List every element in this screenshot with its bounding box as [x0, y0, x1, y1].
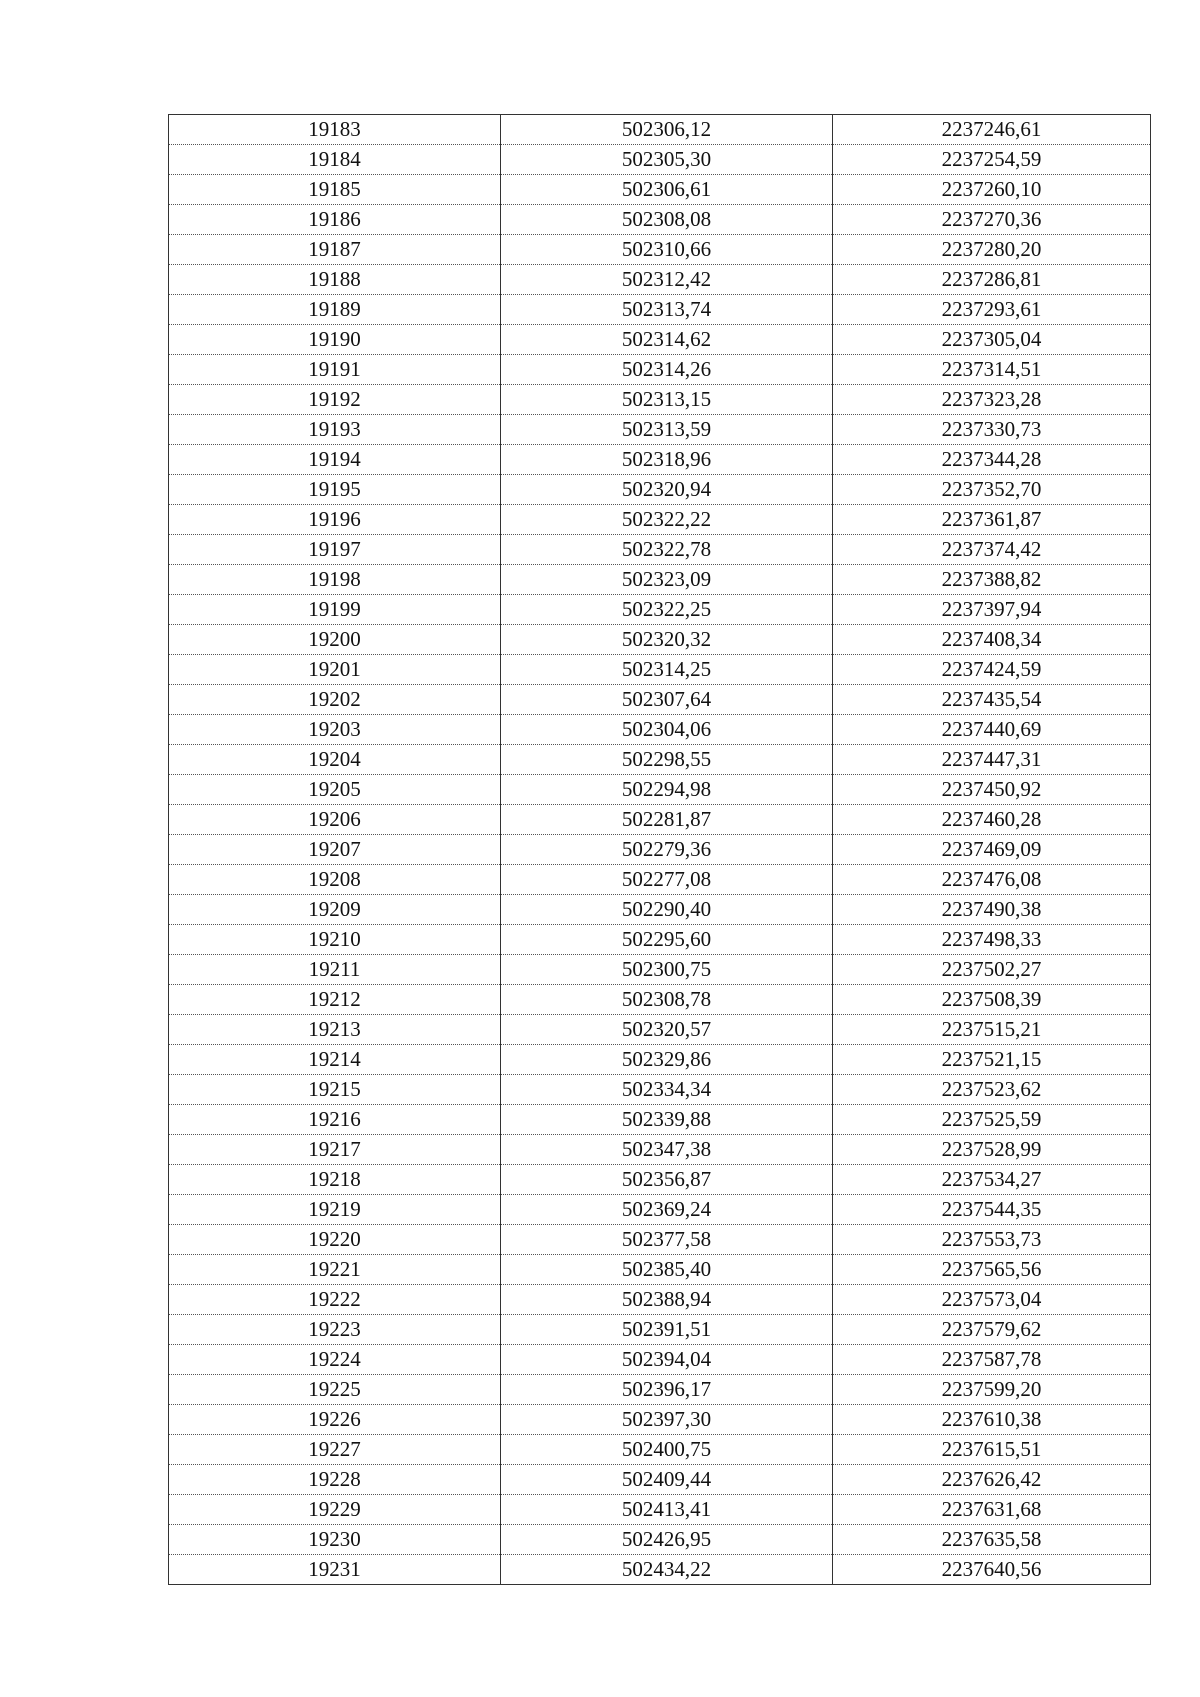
table-row — [169, 355, 1151, 385]
table-row — [169, 1495, 1151, 1525]
point-number-cell: 19202 — [169, 685, 501, 715]
x-coordinate-cell: 502314,26 — [501, 355, 833, 385]
x-coordinate-cell: 502396,17 — [501, 1375, 833, 1405]
point-number-cell: 19205 — [169, 775, 501, 805]
y-coordinate-cell: 2237515,21 — [833, 1015, 1151, 1045]
table-row — [169, 835, 1151, 865]
point-number-cell: 19189 — [169, 295, 501, 325]
table-row — [169, 295, 1151, 325]
table-row — [169, 1165, 1151, 1195]
x-coordinate-cell: 502369,24 — [501, 1195, 833, 1225]
y-coordinate-cell: 2237305,04 — [833, 325, 1151, 355]
point-number-cell: 19222 — [169, 1285, 501, 1315]
x-coordinate-cell: 502323,09 — [501, 565, 833, 595]
y-coordinate-cell: 2237528,99 — [833, 1135, 1151, 1165]
x-coordinate-cell: 502313,59 — [501, 415, 833, 445]
point-number-cell: 19195 — [169, 475, 501, 505]
table-row — [169, 535, 1151, 565]
point-number-cell: 19218 — [169, 1165, 501, 1195]
point-number-cell: 19192 — [169, 385, 501, 415]
y-coordinate-cell: 2237565,56 — [833, 1255, 1151, 1285]
table-row — [169, 1225, 1151, 1255]
point-number-cell: 19198 — [169, 565, 501, 595]
x-coordinate-cell: 502306,12 — [501, 115, 833, 145]
point-number-cell: 19206 — [169, 805, 501, 835]
point-number-cell: 19231 — [169, 1555, 501, 1585]
point-number-cell: 19201 — [169, 655, 501, 685]
coordinates-table — [168, 114, 1151, 1585]
y-coordinate-cell: 2237330,73 — [833, 415, 1151, 445]
y-coordinate-cell: 2237254,59 — [833, 145, 1151, 175]
table-row — [169, 1525, 1151, 1555]
x-coordinate-cell: 502300,75 — [501, 955, 833, 985]
coordinates-table-body — [169, 115, 1151, 1585]
table-row — [169, 1405, 1151, 1435]
x-coordinate-cell: 502426,95 — [501, 1525, 833, 1555]
point-number-cell: 19215 — [169, 1075, 501, 1105]
y-coordinate-cell: 2237469,09 — [833, 835, 1151, 865]
y-coordinate-cell: 2237246,61 — [833, 115, 1151, 145]
table-row — [169, 1315, 1151, 1345]
point-number-cell: 19224 — [169, 1345, 501, 1375]
point-number-cell: 19184 — [169, 145, 501, 175]
point-number-cell: 19213 — [169, 1015, 501, 1045]
table-row — [169, 1255, 1151, 1285]
table-row — [169, 655, 1151, 685]
x-coordinate-cell: 502294,98 — [501, 775, 833, 805]
table-row — [169, 955, 1151, 985]
table-row — [169, 505, 1151, 535]
point-number-cell: 19228 — [169, 1465, 501, 1495]
x-coordinate-cell: 502329,86 — [501, 1045, 833, 1075]
y-coordinate-cell: 2237534,27 — [833, 1165, 1151, 1195]
x-coordinate-cell: 502377,58 — [501, 1225, 833, 1255]
y-coordinate-cell: 2237579,62 — [833, 1315, 1151, 1345]
point-number-cell: 19190 — [169, 325, 501, 355]
x-coordinate-cell: 502320,94 — [501, 475, 833, 505]
x-coordinate-cell: 502413,41 — [501, 1495, 833, 1525]
x-coordinate-cell: 502397,30 — [501, 1405, 833, 1435]
table-row — [169, 415, 1151, 445]
x-coordinate-cell: 502307,64 — [501, 685, 833, 715]
table-row — [169, 1555, 1151, 1585]
x-coordinate-cell: 502308,78 — [501, 985, 833, 1015]
x-coordinate-cell: 502391,51 — [501, 1315, 833, 1345]
point-number-cell: 19203 — [169, 715, 501, 745]
point-number-cell: 19193 — [169, 415, 501, 445]
point-number-cell: 19220 — [169, 1225, 501, 1255]
x-coordinate-cell: 502314,25 — [501, 655, 833, 685]
y-coordinate-cell: 2237502,27 — [833, 955, 1151, 985]
table-row — [169, 565, 1151, 595]
point-number-cell: 19211 — [169, 955, 501, 985]
y-coordinate-cell: 2237631,68 — [833, 1495, 1151, 1525]
y-coordinate-cell: 2237286,81 — [833, 265, 1151, 295]
y-coordinate-cell: 2237610,38 — [833, 1405, 1151, 1435]
table-row — [169, 1015, 1151, 1045]
point-number-cell: 19185 — [169, 175, 501, 205]
table-row — [169, 325, 1151, 355]
x-coordinate-cell: 502304,06 — [501, 715, 833, 745]
x-coordinate-cell: 502313,74 — [501, 295, 833, 325]
y-coordinate-cell: 2237521,15 — [833, 1045, 1151, 1075]
y-coordinate-cell: 2237615,51 — [833, 1435, 1151, 1465]
y-coordinate-cell: 2237573,04 — [833, 1285, 1151, 1315]
point-number-cell: 19204 — [169, 745, 501, 775]
point-number-cell: 19219 — [169, 1195, 501, 1225]
point-number-cell: 19226 — [169, 1405, 501, 1435]
point-number-cell: 19225 — [169, 1375, 501, 1405]
x-coordinate-cell: 502281,87 — [501, 805, 833, 835]
point-number-cell: 19187 — [169, 235, 501, 265]
y-coordinate-cell: 2237293,61 — [833, 295, 1151, 325]
table-row — [169, 475, 1151, 505]
table-row — [169, 445, 1151, 475]
y-coordinate-cell: 2237260,10 — [833, 175, 1151, 205]
y-coordinate-cell: 2237424,59 — [833, 655, 1151, 685]
y-coordinate-cell: 2237397,94 — [833, 595, 1151, 625]
table-row — [169, 1345, 1151, 1375]
point-number-cell: 19183 — [169, 115, 501, 145]
y-coordinate-cell: 2237435,54 — [833, 685, 1151, 715]
x-coordinate-cell: 502314,62 — [501, 325, 833, 355]
y-coordinate-cell: 2237553,73 — [833, 1225, 1151, 1255]
table-row — [169, 685, 1151, 715]
table-row — [169, 1135, 1151, 1165]
y-coordinate-cell: 2237447,31 — [833, 745, 1151, 775]
table-row — [169, 1045, 1151, 1075]
point-number-cell: 19191 — [169, 355, 501, 385]
table-row — [169, 775, 1151, 805]
point-number-cell: 19200 — [169, 625, 501, 655]
point-number-cell: 19194 — [169, 445, 501, 475]
x-coordinate-cell: 502290,40 — [501, 895, 833, 925]
x-coordinate-cell: 502313,15 — [501, 385, 833, 415]
x-coordinate-cell: 502298,55 — [501, 745, 833, 775]
x-coordinate-cell: 502320,57 — [501, 1015, 833, 1045]
table-row — [169, 385, 1151, 415]
x-coordinate-cell: 502312,42 — [501, 265, 833, 295]
table-row — [169, 1435, 1151, 1465]
x-coordinate-cell: 502388,94 — [501, 1285, 833, 1315]
y-coordinate-cell: 2237323,28 — [833, 385, 1151, 415]
table-row — [169, 715, 1151, 745]
x-coordinate-cell: 502320,32 — [501, 625, 833, 655]
point-number-cell: 19197 — [169, 535, 501, 565]
x-coordinate-cell: 502306,61 — [501, 175, 833, 205]
x-coordinate-cell: 502318,96 — [501, 445, 833, 475]
point-number-cell: 19210 — [169, 925, 501, 955]
point-number-cell: 19216 — [169, 1105, 501, 1135]
y-coordinate-cell: 2237635,58 — [833, 1525, 1151, 1555]
point-number-cell: 19186 — [169, 205, 501, 235]
y-coordinate-cell: 2237270,36 — [833, 205, 1151, 235]
point-number-cell: 19214 — [169, 1045, 501, 1075]
table-row — [169, 1465, 1151, 1495]
table-row — [169, 205, 1151, 235]
point-number-cell: 19209 — [169, 895, 501, 925]
y-coordinate-cell: 2237498,33 — [833, 925, 1151, 955]
x-coordinate-cell: 502339,88 — [501, 1105, 833, 1135]
y-coordinate-cell: 2237523,62 — [833, 1075, 1151, 1105]
x-coordinate-cell: 502400,75 — [501, 1435, 833, 1465]
y-coordinate-cell: 2237460,28 — [833, 805, 1151, 835]
point-number-cell: 19227 — [169, 1435, 501, 1465]
y-coordinate-cell: 2237508,39 — [833, 985, 1151, 1015]
y-coordinate-cell: 2237440,69 — [833, 715, 1151, 745]
x-coordinate-cell: 502409,44 — [501, 1465, 833, 1495]
y-coordinate-cell: 2237450,92 — [833, 775, 1151, 805]
table-row — [169, 235, 1151, 265]
y-coordinate-cell: 2237626,42 — [833, 1465, 1151, 1495]
table-row — [169, 265, 1151, 295]
x-coordinate-cell: 502322,22 — [501, 505, 833, 535]
table-row — [169, 745, 1151, 775]
y-coordinate-cell: 2237361,87 — [833, 505, 1151, 535]
x-coordinate-cell: 502385,40 — [501, 1255, 833, 1285]
x-coordinate-cell: 502347,38 — [501, 1135, 833, 1165]
y-coordinate-cell: 2237587,78 — [833, 1345, 1151, 1375]
point-number-cell: 19230 — [169, 1525, 501, 1555]
y-coordinate-cell: 2237280,20 — [833, 235, 1151, 265]
point-number-cell: 19229 — [169, 1495, 501, 1525]
point-number-cell: 19217 — [169, 1135, 501, 1165]
x-coordinate-cell: 502310,66 — [501, 235, 833, 265]
y-coordinate-cell: 2237599,20 — [833, 1375, 1151, 1405]
x-coordinate-cell: 502305,30 — [501, 145, 833, 175]
x-coordinate-cell: 502394,04 — [501, 1345, 833, 1375]
table-row — [169, 895, 1151, 925]
x-coordinate-cell: 502279,36 — [501, 835, 833, 865]
y-coordinate-cell: 2237476,08 — [833, 865, 1151, 895]
x-coordinate-cell: 502277,08 — [501, 865, 833, 895]
x-coordinate-cell: 502322,25 — [501, 595, 833, 625]
table-row — [169, 865, 1151, 895]
point-number-cell: 19208 — [169, 865, 501, 895]
y-coordinate-cell: 2237525,59 — [833, 1105, 1151, 1135]
table-row — [169, 1075, 1151, 1105]
point-number-cell: 19212 — [169, 985, 501, 1015]
table-row — [169, 805, 1151, 835]
table-row — [169, 145, 1151, 175]
x-coordinate-cell: 502322,78 — [501, 535, 833, 565]
table-row — [169, 115, 1151, 145]
y-coordinate-cell: 2237640,56 — [833, 1555, 1151, 1585]
table-row — [169, 595, 1151, 625]
table-row — [169, 175, 1151, 205]
table-row — [169, 1195, 1151, 1225]
y-coordinate-cell: 2237490,38 — [833, 895, 1151, 925]
point-number-cell: 19223 — [169, 1315, 501, 1345]
point-number-cell: 19196 — [169, 505, 501, 535]
table-row — [169, 1375, 1151, 1405]
y-coordinate-cell: 2237374,42 — [833, 535, 1151, 565]
y-coordinate-cell: 2237352,70 — [833, 475, 1151, 505]
y-coordinate-cell: 2237544,35 — [833, 1195, 1151, 1225]
table-row — [169, 1285, 1151, 1315]
table-row — [169, 1105, 1151, 1135]
y-coordinate-cell: 2237408,34 — [833, 625, 1151, 655]
y-coordinate-cell: 2237314,51 — [833, 355, 1151, 385]
y-coordinate-cell: 2237344,28 — [833, 445, 1151, 475]
x-coordinate-cell: 502434,22 — [501, 1555, 833, 1585]
point-number-cell: 19188 — [169, 265, 501, 295]
x-coordinate-cell: 502308,08 — [501, 205, 833, 235]
point-number-cell: 19207 — [169, 835, 501, 865]
table-row — [169, 985, 1151, 1015]
table-row — [169, 925, 1151, 955]
table-row — [169, 625, 1151, 655]
point-number-cell: 19221 — [169, 1255, 501, 1285]
x-coordinate-cell: 502334,34 — [501, 1075, 833, 1105]
point-number-cell: 19199 — [169, 595, 501, 625]
x-coordinate-cell: 502295,60 — [501, 925, 833, 955]
y-coordinate-cell: 2237388,82 — [833, 565, 1151, 595]
x-coordinate-cell: 502356,87 — [501, 1165, 833, 1195]
